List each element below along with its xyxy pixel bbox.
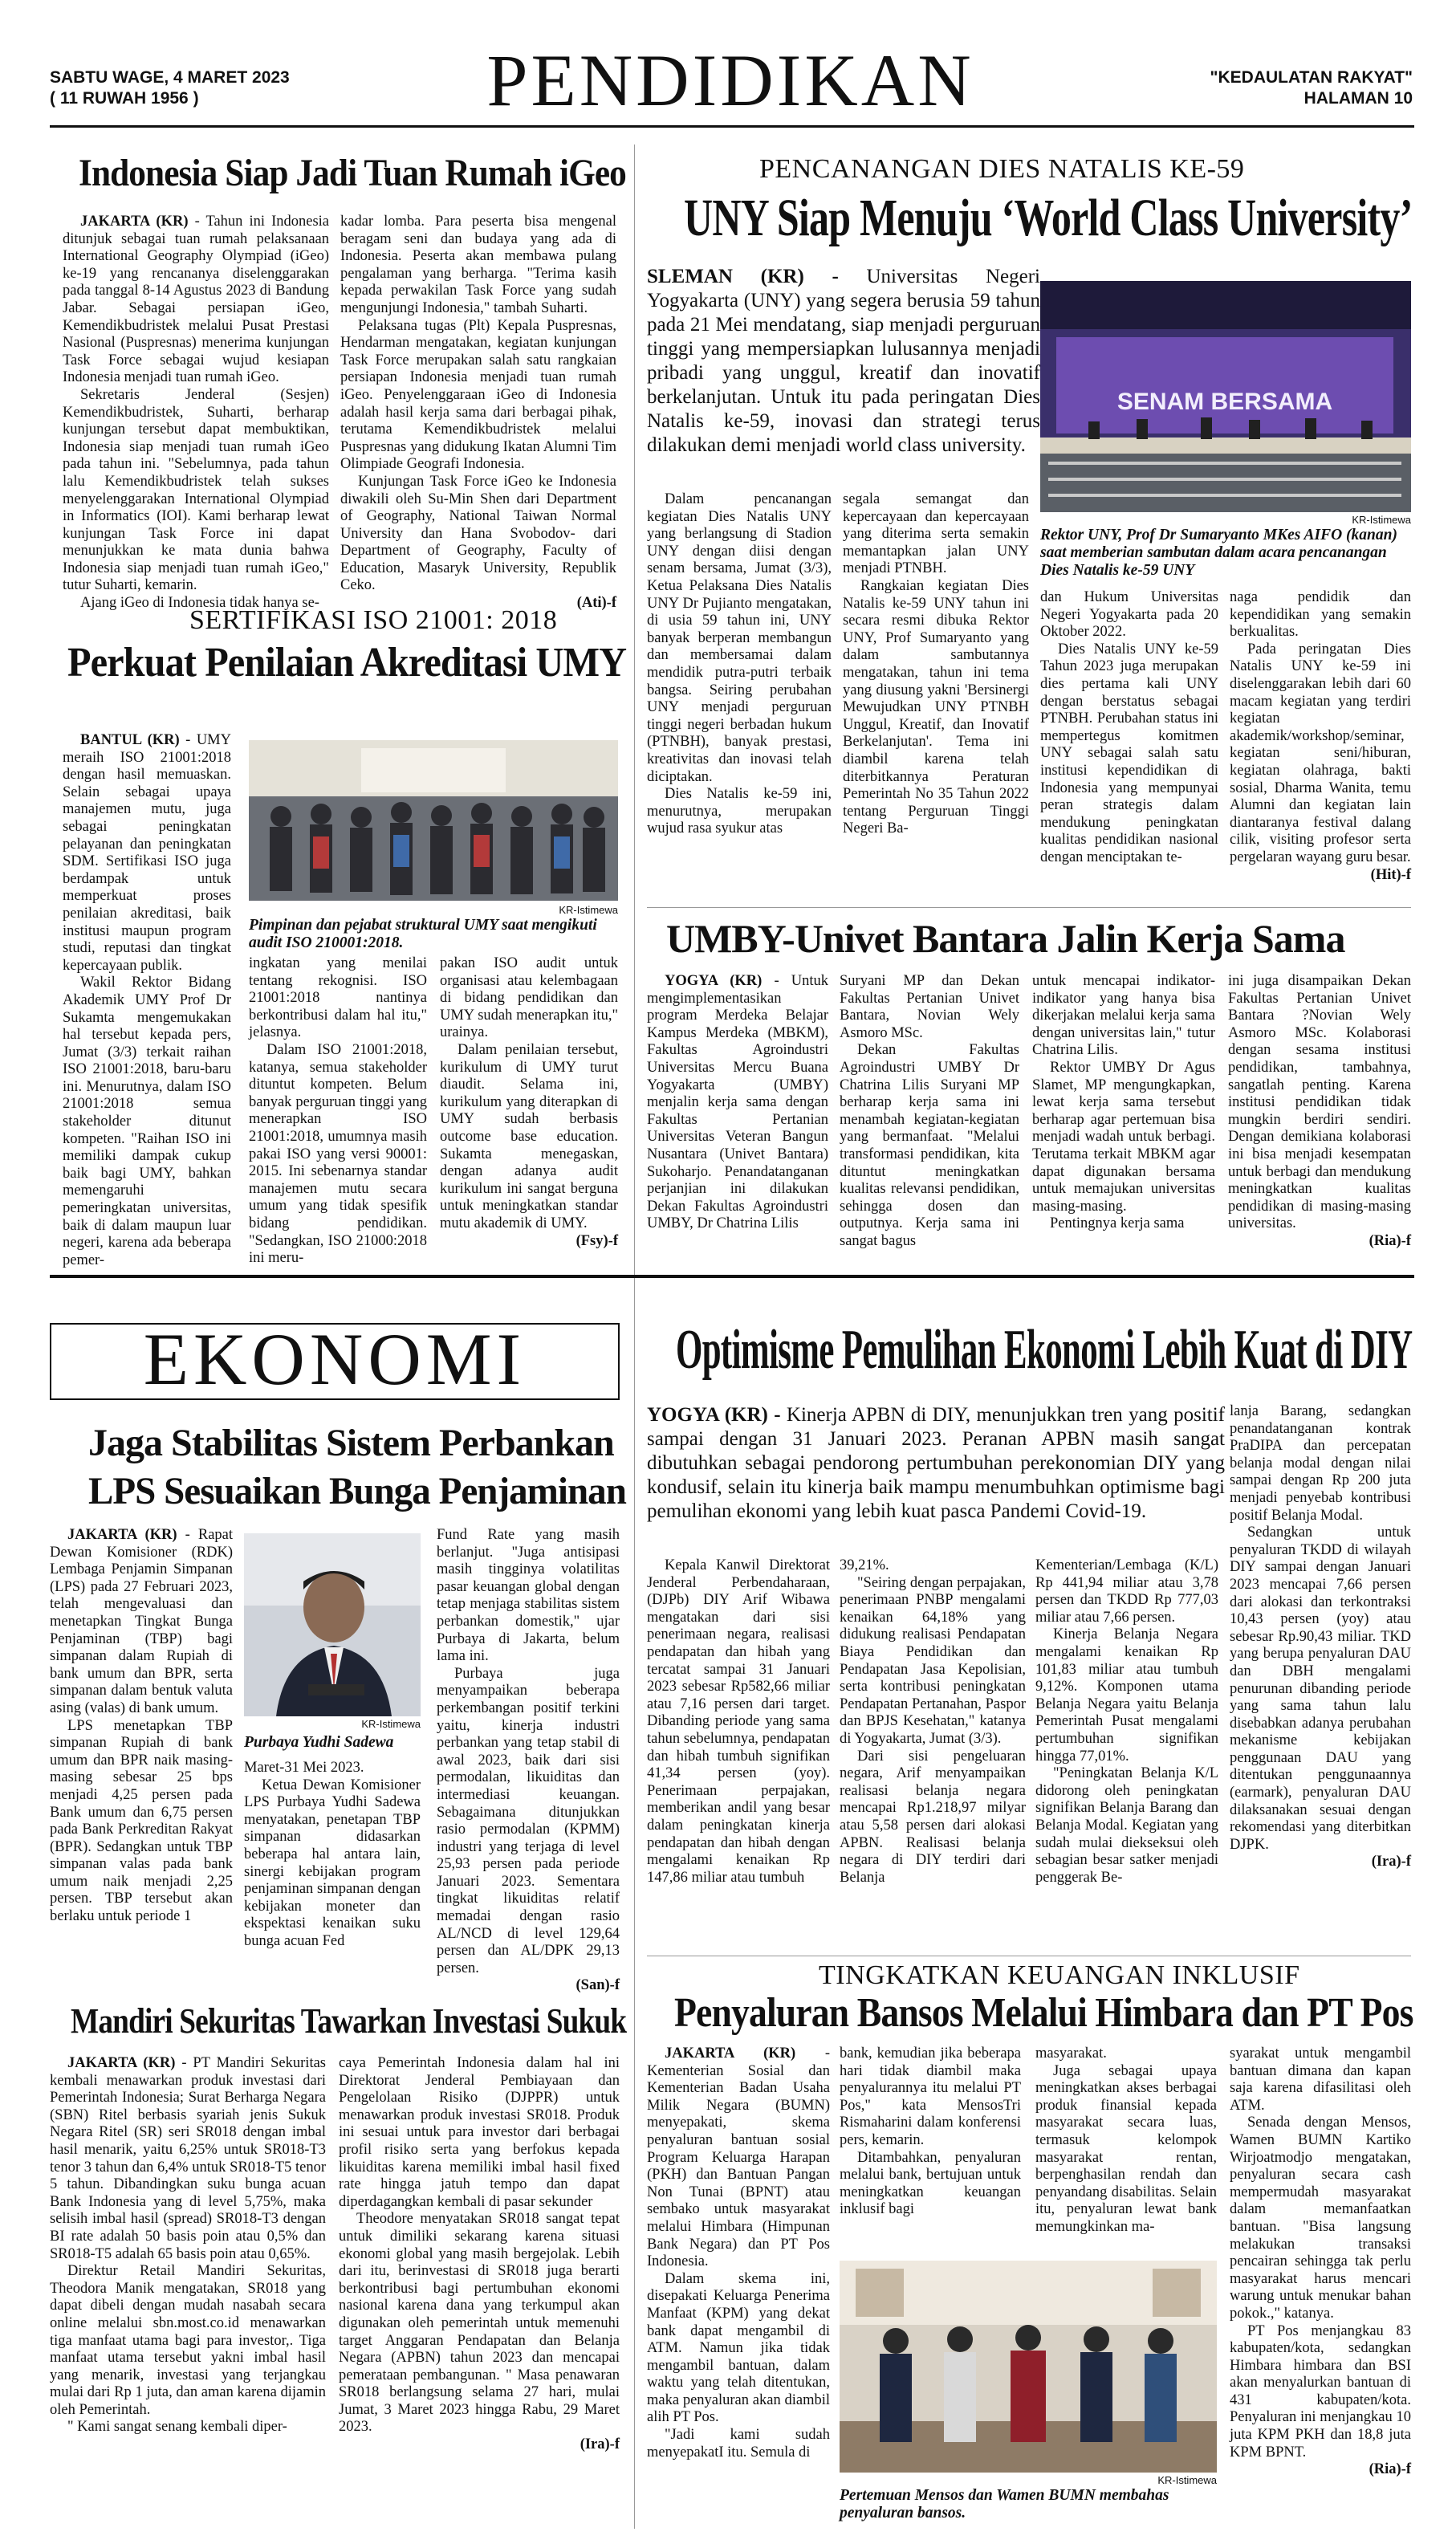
column-1: JAKARTA (KR) - Rapat Dewan Komisioner (RDK) Lembaga Penjamin Simpanan (LPS) pada 27 Februari 2023, telah mengevaluasi dan menetapkan Tingkat Bunga Penjaminan (TBP) bagi simpanan dalam Rupiah di bank umum dan BPR, serta simpanan dalam bentuk valuta asing (valas) di bank umum. LPS menetapkan TBP simpanan Rupiah di bank umum dan BPR naik masing-masing sebesar 25 bps menjadi 4,25 persen pada Bank umum dan 6,75 persen pada Bank Perkreditan Rakyat (BPR). Sedangkan untuk TBP simpanan valas pada bank umum naik menjadi 2,25 persen. TBP tersebut akan berlaku untuk periode 1 bbox=[50, 1527, 233, 1925]
dateline: YOGYA (KR) bbox=[665, 973, 763, 989]
dateline: BANTUL (KR) bbox=[80, 732, 180, 748]
section-rule bbox=[647, 907, 1411, 908]
column-4 bbox=[1230, 2045, 1411, 2530]
paragraph: Rangkaian kegiatan Dies Natalis ke-59 UNY tahun ini secara resmi dibuka Rektor UNY, Prof Sumaryanto yang dalam sambutannya mengatakan, tahun ini tema yang diusung yakni 'Bersinergi Mewujudkan UNY PTNBH Unggul, Kreatif, dan Inovatif Berkelanjutan'. Tema ini diambil karena telah diterbitkannya Peraturan Pemerintah No 35 Tahun 2022 tentang Perguruan Tinggi Negeri Ba- bbox=[843, 577, 1029, 837]
column-2 bbox=[840, 973, 1019, 1366]
signoff: (Ati)-f bbox=[576, 595, 616, 612]
paragraph: Sedangkan untuk penyaluran TKDD di wilayah DIY sampai dengan Januari 2023 mencapai 7,66 persen dari alokasi dan terkontraksi 10,43 persen (yoy) atau sebesar Rp.90,43 miliar. TKD yang berupa penyaluran DAU dan DBH mengalami penurunan dibanding periode yang sama tahun lalu disebabkan adanya perubahan mekanisme kebijakan penggunaan DAU yang ditentukan penggunaannya (earmark), penyaluran DAU dilaksanakan sesuai dengan rekomendasi yang diterbitkan DJPK. bbox=[1230, 1524, 1411, 1853]
paragraph: Dalam pencanangan kegiatan Dies Natalis UNY yang berlangsung di Stadion UNY dengan diisi dengan senam bersama, Jumat (3/3), Ketua Pelaksana Dies Natalis UNY Dr Pujianto mengatakan, di usia 59 tahun ini, UNY banyak berperan membangun dan membersamai dalam mendidik putra-putri terbaik bangsa. Seiring perubahan UNY menjadi perguruan tinggi negeri berbadan hukum (PTNBH), banyak prestasi, kreativitas dan inovasi telah diciptakan. bbox=[647, 491, 832, 785]
dateline: SLEMAN (KR) - bbox=[647, 266, 839, 287]
paragraph: Juga sebagai upaya meningkatkan akses berbagai produk finansial kepada masyarakat secara luas, termasuk kelompok masyarakat rentan, berpenghasilan rendah dan penyandang disabilitas. Selain itu, penyaluran lewat bank memungkinkan ma- bbox=[1035, 2062, 1217, 2235]
column-1: JAKARTA (KR) - Kementerian Sosial dan Kementerian Badan Usaha Milik Negara (BUMN) menyepakati, skema penyaluran bantuan sosial Program Keluarga Harapan (PKH) dan Bantuan Pangan Non Tunai (BPNT) atau sembako untuk masyarakat melalui Himbara (Himpunan Bank Negara) dan PT Pos Indonesia. Dalam skema ini, disepakati Keluarga Penerima Manfaat (KPM) yang dekat bank dapat mengambil di ATM. Namun jika tidak mengambil bantuan, dalam waktu yang telah ditentukan, maka penyaluran akan diambil alih PT Pos. "Jadi kami sudah menyepakatI itu. Semula di bbox=[647, 2045, 830, 2460]
photo-credit: KR-Istimewa bbox=[559, 904, 618, 916]
paragraph: Dalam ISO 21001:2018, katanya, semua stakeholder dituntut kompeten. Belum banyak perguruan tinggi yang menerapkan ISO 21001:2018, umumnya masih pakai ISO yang versi 90001: 2015. Ini sebenarnya standar manajemen mutu secara umum yang tidak spesifik bidang pendidikan. "Sedangkan, ISO 21000:2018 ini meru- bbox=[249, 1041, 427, 1267]
signoff: (San)-f bbox=[575, 1977, 620, 1994]
paragraph: Ketua Dewan Komisioner LPS Purbaya Yudhi Sadewa menyatakan, penetapan TBP simpanan didasarkan beberapa hal antara lain, sinergi kebijakan program penjaminan simpanan dengan kebijakan moneter dan ekspektasi kenaikan suku bunga acuan Fed bbox=[244, 1777, 421, 1949]
date-line: SABTU WAGE, 4 MARET 2023 bbox=[50, 68, 290, 87]
column-1: JAKARTA (KR) - Tahun ini Indonesia ditunjuk sebagai tuan rumah pelaksanaan International Geography Olympiad (iGeo) ke-19 yang rencananya diselenggarakan pada tanggal 8-14 Agustus 2023 di Bandung Jabar. Sebagai persiapan iGeo, Kemendikbudristek melalui Pusat Prestasi Nasional (Puspresnas) menerima kunjungan Task Force sebagai wujud kesiapan Indonesia menjadi tuan rumah iGeo. Sekretaris Jenderal (Sesjen) Kemendikbudristek, Suharti, berharap kunjungan tersebut dapat membuktikan, Indonesia siap menjadi tuan rumah iGeo pada tahun ini. "Sebelumnya, pada tahun lalu Kemendikbudristek telah sukses menyelenggarakan International Olympiad in Informatics (IOI). Kami berharap lewat kunjungan Task Force ini dapat menunjukkan ke mata dunia bahwa Indonesia siap menjadi tuan rumah iGeo," tutur Suharti, kemarin. Ajang iGeo di Indonesia tidak hanya se- bbox=[63, 214, 330, 612]
headline: UNY Siap Menuju ‘World Class University’ bbox=[684, 189, 1413, 247]
headline-line-1: Jaga Stabilitas Sistem Perbankan bbox=[88, 1422, 614, 1464]
paragraph: Dies Natalis ke-59 ini, menurutnya, merupakan wujud rasa syukur atas bbox=[647, 786, 832, 837]
section-title: PENDIDIKAN bbox=[486, 39, 974, 121]
column-2 bbox=[340, 214, 616, 626]
paragraph: Pentingnya kerja sama bbox=[1050, 1215, 1185, 1232]
hijri-date-line: ( 11 RUWAH 1956 ) bbox=[50, 89, 199, 108]
kicker: PENCANANGAN DIES NATALIS KE-59 bbox=[759, 154, 1245, 184]
photo-caption: Purbaya Yudhi Sadewa bbox=[244, 1734, 394, 1751]
column-1 bbox=[647, 491, 832, 893]
paragraph: PT Pos menjangkau 83 kabupaten/kota, sedangkan Himbara himbara dan BSI akan menyalurkan bantuan di 431 kabupaten/kota. Penyaluran ini menjangkau 10 juta KPM PKH dan 18,8 juta KPM BPNT. bbox=[1230, 2322, 1411, 2460]
portrait-illustration bbox=[244, 1533, 421, 1716]
paragraph: Ditambahkan, penyaluran melalui bank, bertujuan untuk meningkatkan keuangan inklusif bagi bbox=[840, 2149, 1021, 2218]
paragraph: Dari sisi pengeluaran negara, Arif menyampaikan realisasi belanja negara mencapai Rp1.218,97 milyar atau 5,58 persen dari alokasi APBN. Realisasi belanja negara di DIY terdiri dari Belanja bbox=[840, 1748, 1026, 1886]
paragraph: " Kami sangat senang kembali diper- bbox=[67, 2419, 287, 2436]
paragraph: Sekretaris Jenderal (Sesjen) Kemendikbudristek, Suharti, berharap kunjungan tersebut dapat membuktikan, Indonesia siap menjadi tuan rumah iGeo pada tahun ini. "Sebelumnya, pada tahun lalu Kemendikbudristek telah sukses menyelenggarakan International Olympiad in Informatics (IOI). Kami berharap lewat kunjungan Task Force ini dapat menunjukkan ke mata dunia bahwa Indonesia siap menjadi tuan rumah iGeo," tutur Suharti, kemarin. bbox=[63, 386, 329, 594]
stage-photo-illustration bbox=[1040, 281, 1411, 512]
kicker: TINGKATKAN KEUANGAN INKLUSIF bbox=[819, 1960, 1300, 1990]
paragraph: Maret-31 Mei 2023. bbox=[244, 1760, 364, 1776]
page-number: HALAMAN 10 bbox=[1303, 89, 1413, 108]
paragraph: naga pendidik dan kependidikan yang semakin berkualitas. bbox=[1230, 589, 1411, 641]
paragraph: Direktur Retail Mandiri Sekuritas, Theodora Manik mengatakan, SR018 yang dapat dibeli dengan mudah nasabah secara online melalui sbn.most.co.id menawarkan tiga manfaat utama bagi para investor,. Tiga manfaat utama tersebut yakni imbal hasil yang menarik, investasi yang terjangkau mulai dari Rp 1 juta, dan aman karena dijamin oleh Pemerintah. bbox=[50, 2263, 326, 2418]
paragraph: LPS menetapkan TBP simpanan Rupiah di bank umum dan BPR naik masing-masing sebesar 25 bps menjadi 4,25 persen pada Bank umum dan 6,75 persen pada Bank Perkreditan Rakyat (BPR). Sedangkan untuk TBP simpanan valas pada bank umum naik menjadi 2,25 persen. TBP tersebut akan berlaku untuk periode 1 bbox=[50, 1717, 233, 1925]
signoff: (Fsy)-f bbox=[575, 1232, 618, 1249]
lead-paragraph: YOGYA (KR) - Kinerja APBN di DIY, menunjukkan tren yang positif sampai dengan 31 Januari 2023. Peranan APBN masih sangat dibutuhkan sebagai pendorong pertumbuhan perekonomian DIY yang kondusif, selain itu kinerja baik mampu menumbuhkan optimisme bagi pemulihan ekonomi yang lebih kuat pasca Pandemi Covid-19. bbox=[647, 1404, 1225, 1522]
column-4 bbox=[1230, 589, 1411, 894]
mensos-meeting-photo bbox=[840, 2261, 1217, 2473]
column-3 bbox=[1035, 2045, 1217, 2254]
paragraph: ingkatan yang menilai tentang rekognisi. ISO 21001:2018 nantinya berkontribusi dalam hal itu," jelasnya. bbox=[249, 955, 427, 1041]
paragraph: pakan ISO audit untuk organisasi atau kelembagaan di bidang pendidikan dan UMY sudah menerapkan itu," urainya. bbox=[440, 955, 618, 1041]
headline: Indonesia Siap Jadi Tuan Rumah iGeo bbox=[79, 152, 626, 194]
paragraph: Dalam penilaian tersebut, kurikulum di UMY turut diaudit. Selama ini, kurikulum yang diterapkan di UMY sudah berbasis outcome base education. Sukamta menegaskan, dengan adanya audit kurikulum ini sangat berguna untuk meningkatkan standar mutu akademik di UMY. bbox=[440, 1041, 618, 1231]
section-divider bbox=[50, 1275, 1414, 1278]
paragraph: Kementerian/Lembaga (K/L) Rp 441,94 miliar atau 3,78 persen dan TKDD Rp 777,03 miliar atau 7,66 persen. bbox=[1035, 1557, 1218, 1626]
newspaper-name: "KEDAULATAN RAKYAT" bbox=[1210, 68, 1413, 87]
paragraph: Pelaksana tugas (Plt) Kepala Puspresnas, Hendarman mengatakan, kegiatan kunjungan Task Force merupakan salah satu rangkaian persiapan Indonesia menjadi tuan rumah iGeo. Penyelenggaraan iGeo di Indonesia adalah hasil kerja sama dari berbagai pihak, terutama Kemendikbudristek melalui Puspresnas yang didukung Ikatan Alumni Tim Olimpiade Geografi Indonesia. bbox=[340, 317, 616, 473]
dateline: JAKARTA (KR) bbox=[67, 2055, 176, 2071]
column-2 bbox=[244, 1760, 421, 1975]
group-photo-illustration bbox=[249, 740, 618, 901]
photo-caption: Pimpinan dan pejabat struktural UMY saat mengikuti audit ISO 210001:2018. bbox=[249, 917, 597, 951]
paragraph: untuk mencapai indikator-indikator yang hanya bisa dikerjakan melalui kerja sama dengan universitas lain," tutur Chatrina Lilis. bbox=[1032, 973, 1215, 1059]
lead-paragraph: SLEMAN (KR) - Universitas Negeri Yogyakarta (UNY) yang segera berusia 59 tahun pada 21 Mei mendatang, siap menjadi perguruan tinggi yang mempersiapkan lulusannya menjadi pribadi yang unggul, kreatif dan inovatif berkelanjutan. Untuk itu pada peringatan Dies Natalis ke-59, inovasi dan strategi terus dilakukan demi menjadi world class university. bbox=[647, 266, 1041, 456]
signoff: (Ira)-f bbox=[580, 2436, 620, 2453]
paragraph: Suryani MP dan Dekan Fakultas Pertanian Univet Bantara, Novian Wely Asmoro MSc. bbox=[840, 973, 1019, 1041]
dateline: YOGYA (KR) - bbox=[647, 1404, 781, 1426]
signoff: (Hit)-f bbox=[1370, 866, 1411, 883]
column-separator-bottom bbox=[634, 1317, 635, 2529]
column-4 bbox=[1228, 973, 1411, 1366]
column-4 bbox=[1230, 1403, 1411, 1949]
paragraph: Dalam skema ini, disepakati Keluarga Penerima Manfaat (KPM) yang dekat bank dapat mengambil di ATM. Namun jika tidak mengambil bantuan, dalam waktu yang telah ditentukan, maka penyaluran akan diambil alih PT Pos. bbox=[647, 2270, 830, 2426]
paragraph: dan Hukum Universitas Negeri Yogyakarta pada 20 Oktober 2022. bbox=[1040, 589, 1218, 641]
paragraph: syarakat untuk mengambil bantuan dimana dan kapan saja karena difasilitasi oleh ATM. bbox=[1230, 2045, 1411, 2114]
paragraph: Purbaya juga menyampaikan beberapa perkembangan positif terkini yaitu, kinerja industri perbankan yang tetap stabil di awal 2023, baik dari sisi permodalan, likuiditas dan intermediasi keuangan. Sebagaimana ditunjukkan rasio permodalan (KPMM) industri yang terjaga di level 25,93 persen pada periode Januari 2023. Sementara tingkat likuiditas relatif memadai dengan rasio AL/NCD di level 129,64 persen dan AL/DPK 29,13 persen. bbox=[437, 1665, 620, 1976]
paragraph: Dies Natalis UNY ke-59 Tahun 2023 juga merupakan dies pertama kali UNY dengan berstatus sebagai PTNBH. Perubahan status ini mempertegus komitmen UNY sebagai salah satu institusi kependidikan di Indonesia yang mempunyai peran strategis dalam mendukung peningkatan kualitas pendidikan nasional dengan menciptakan te- bbox=[1040, 641, 1218, 865]
paragraph: Rektor UMBY Dr Agus Slamet, MP mengungkapkan, lewat kerja sama tersebut berharap agar pertemuan bisa menjadi wadah untuk berbagi. Terutama terkait MBKM agar dapat digunakan bersama untuk memajukan universitas masing-masing. bbox=[1032, 1059, 1215, 1215]
paragraph: "Jadi kami sudah menyepakatI itu. Semula di bbox=[647, 2427, 830, 2460]
photo-caption: Rektor UNY, Prof Dr Sumaryanto MKes AIFO (kanan) saat memberian sambutan dalam acara pencanangan Dies Natalis ke-59 UNY bbox=[1040, 527, 1397, 579]
paragraph: Theodore menyatakan SR018 sangat tepat untuk dimiliki sekarang karena situasi ekonomi global yang masih bergejolak. Lebih dari itu, berinvestasi di SR018 juga berarti berkontribusi bagi pertumbuhan ekonomi nasional karena dana yang terkumpul akan digunakan oleh pemerintah untuk memenuhi target Anggaran Pendapatan dan Belanja Negara (APBN) tahun 2023 dan mencapai pemerataan pembangunan. " Masa penawaran SR018 berlangsung selama 27 hari, mulai Jumat, 3 Maret 2023 hingga Rabu, 29 Maret 2023. bbox=[339, 2211, 620, 2436]
dateline: JAKARTA (KR) bbox=[67, 1527, 177, 1543]
meeting-photo-illustration bbox=[840, 2261, 1217, 2473]
paragraph: kadar lomba. Para peserta bisa mengenal beragam seni dan budaya yang ada di Indonesia. Peserta akan membawa pulang pengalaman yang berharga. "Terima kasih kepada perwakilan Task Force yang sudah mengunjungi Indonesia," tambah Suharti. bbox=[340, 214, 616, 316]
column-3 bbox=[1035, 1557, 1218, 1948]
ekonomi-section-label: EKONOMI bbox=[50, 1323, 620, 1400]
headline: Optimisme Pemulihan Ekonomi Lebih Kuat di DIY bbox=[676, 1319, 1413, 1381]
paragraph: ini juga disampaikan Dekan Fakultas Pertanian Univet Bantara ?Novian Wely Asmoro MSc. Kolaborasi dengan sesama institusi pendidikan, tambahnya, sangatlah penting. Karena institusi pendidikan tidak mungkin berdiri sendiri. Dengan demikiana kolaborasi ini bisa menjadi kesempatan untuk berbagi dan mendukung meningkatkan kualitas pendidikan di masing-masing universitas. bbox=[1228, 973, 1411, 1232]
paragraph: Kunjungan Task Force iGeo ke Indonesia diwakili oleh Su-Min Shen dari Department of Geography, National Taiwan Normal University dan Hana Svobodov- dari Department of Geography, Faculty of Education, Masaryk University, Republik Ceko. bbox=[340, 473, 616, 594]
paragraph: "Peningkatan Belanja K/L didorong oleh peningkatan signifikan Belanja Barang dan Belanja Modal. Kegiatan yang sudah mulai diekseksui oleh sebagian besar satker menjadi penggerak Be- bbox=[1035, 1765, 1218, 1886]
dateline: JAKARTA (KR) bbox=[80, 214, 189, 230]
paragraph: "Seiring dengan perpajakan, penerimaan PNBP mengalami kenaikan 64,18% yang didukung realisasi Pendapatan Biaya Pendidikan dan Pendapatan Jasa Kepolisian, serta kontribusi peningkatan Pendapatan Pertanahan, Paspor dan BPJS Kesehatan," katanya di Yogyakarta, Jumat (3/3). bbox=[840, 1574, 1026, 1747]
banner-text: SENAM BERSAMA bbox=[1116, 389, 1333, 415]
photo-caption: Pertemuan Mensos dan Wamen BUMN membahas penyaluran bansos. bbox=[840, 2487, 1169, 2522]
paragraph: Fund Rate yang masih berlanjut. "Juga antisipasi masih tingginya volatilitas pasar keuangan global dengan tetap menjaga stabilitas sistem perbankan domestik," ujar Purbaya di Jakarta, belum lama ini. bbox=[437, 1527, 620, 1665]
signoff: (Ria)-f bbox=[1369, 2461, 1411, 2478]
paragraph: bank, kemudian jika beberapa hari tidak diambil maka penyalurannya itu melalui PT Pos," kata MensosTri Rismaharini dalam konferensi pers, kemarin. bbox=[840, 2045, 1021, 2148]
paragraph: Ajang iGeo di Indonesia tidak hanya se- bbox=[80, 595, 319, 612]
signoff: (Ria)-f bbox=[1369, 1232, 1411, 1249]
signoff: (Ira)-f bbox=[1371, 1854, 1411, 1870]
photo-credit: KR-Istimewa bbox=[1157, 2474, 1217, 2486]
column-1: BANTUL (KR) - UMY meraih ISO 21001:2018 dengan hasil memuaskan. Selain sebagai upaya manajemen mutu, juga sebagai peningkatan pelayanan dan peningkatan SDM. Sertifikasi ISO juga berdampak untuk memperkuat proses penilaian akreditasi, baik institusi maupun program studi, reputasi dan tingkat kepercayaan publik. Wakil Rektor Bidang Akademik UMY Prof Dr Sukamta mengemukakan hal tersebut kepada pers, Jumat (3/3) terkait raihan ISO 21001:2018, baru-baru ini. Menurutnya, dalam ISO 21001:2018 semua stakeholder ditunut kompeten. "Raihan ISO ini memiliki dampak cukup baik bagi UMY, bahkan memengaruhi pemeringkatan universitas, baik di dalam maupun luar negeri, karena ada beberapa pemer- bbox=[63, 732, 231, 1268]
column-1: JAKARTA (KR) - PT Mandiri Sekuritas kembali menawarkan produk investasi dari Pemerintah Indonesia; Surat Berharga Negara (SBN) Ritel berbasis syariah jenis Sukuk Negara Ritel (SR) seri SR018 dengan imbal hasil menarik, yaitu 6,25% untuk SR018-T3 tenor 3 tahun dan 6,4% untuk SR018-T5 tenor 5 tahun. Dibandingkan suku bunga acuan Bank Indonesia yang di level 5,75%, maka selisih imbal hasil (spread) SR018-T3 dengan BI rate adalah 50 basis poin atau 0,5% dan SR018-T5 adalah 65 basis poin atau 0,65%. Direktur Retail Mandiri Sekuritas, Theodora Manik mengatakan, SR018 yang dapat dibeli dengan mudah nasabah secara online melalui sbn.most.co.id menawarkan tiga manfaat utama bagi para investor,. Tiga manfaat utama tersebut yakni imbal hasil yang menarik, investasi yang terjangkau mulai dari Rp 1 juta, dan aman karena dijamin oleh Pemerintah. " Kami sangat senang kembali diper- bbox=[50, 2055, 326, 2436]
paragraph: masyarakat. bbox=[1035, 2045, 1107, 2062]
paragraph: Wakil Rektor Bidang Akademik UMY Prof Dr Sukamta mengemukakan hal tersebut kepada pers, Jumat (3/3) terkait raihan ISO 21001:2018, baru-baru ini. Menurutnya, dalam ISO 21001:2018 semua stakeholder ditunut kompeten. "Raihan ISO ini memiliki dampak cukup baik bagi UMY, bahkan memengaruhi pemeringkatan universitas, baik di dalam maupun luar negeri, karena ada beberapa pemer- bbox=[63, 975, 231, 1268]
column-2 bbox=[840, 2045, 1021, 2254]
headline-line-2: LPS Sesuaikan Bunga Penjaminan bbox=[88, 1470, 626, 1512]
column-3 bbox=[437, 1527, 620, 1994]
column-3 bbox=[1040, 589, 1218, 894]
paragraph: segala semangat dan kepercayaan dan kepercayaan yang diterima serta semakin memantapkan jalan UNY menjadi PTNBH. bbox=[843, 491, 1029, 577]
column-2 bbox=[843, 491, 1029, 893]
paragraph: caya Pemerintah Indonesia dalam hal ini Direktorat Jenderal Pembiayaan dan Pengelolaan Risiko (DJPPR) untuk menawarkan produk investasi SR018. Produk ini sesuai untuk para investor dari berbagai profil risiko serta yang berfokus kepada likuiditas karena memiliki imbal hasil fixed rate hingga jatuh tempo dan dapat diperdagangkan kembali di pasar sekunder bbox=[339, 2055, 620, 2210]
umy-audit-photo bbox=[249, 740, 618, 901]
column-3 bbox=[1032, 973, 1215, 1366]
headline: UMBY-Univet Bantara Jalin Kerja Sama bbox=[666, 916, 1345, 961]
column-2 bbox=[339, 2055, 620, 2530]
paragraph: lanja Barang, sedangkan penandatanganan kontrak PraDIPA dan percepatan belanja modal dengan nilai sampai dengan Rp 200 juta menjadi penyebab kontribusi positif Belanja Modal. bbox=[1230, 1403, 1411, 1524]
masthead-rule bbox=[50, 125, 1414, 128]
paragraph: Pada peringatan Dies Natalis UNY ke-59 ini diselenggarakan lebih dari 60 macam kegiatan yang terdiri kegiatan akademik/workshop/seminar, kegiatan seni/hiburan, kegiatan olahraga, bakti sosial, Dharma Wanita, temu Alumni dan kegiatan lain diantaranya festival dalang cilik, visiting profesor serta pergelaran wayang guru besar. bbox=[1230, 641, 1411, 865]
paragraph: Senada dengan Mensos, Wamen BUMN Kartiko Wirjoatmodjo mengatakan, penyaluran secara cash mempermudah masyarakat dalam memanfaatkan bantuan. "Bisa langsung melakukan transaksi pencairan sehingga tak perlu masyarakat harus mencari warung untuk menukar bahan pokok.," katanya. bbox=[1230, 2115, 1411, 2322]
photo-credit: KR-Istimewa bbox=[1352, 514, 1411, 526]
headline: Mandiri Sekuritas Tawarkan Investasi Sukuk bbox=[71, 2001, 627, 2041]
uny-stage-photo bbox=[1040, 281, 1411, 512]
kicker: SERTIFIKASI ISO 21001: 2018 bbox=[189, 605, 558, 635]
headline: Perkuat Penilaian Akreditasi UMY bbox=[67, 640, 627, 686]
paragraph: Kepala Kanwil Direktorat Jenderal Perbendaharaan, (DJPb) DIY Arif Wibawa mengatakan dari sisi penerimaan negara, realisasi pendapatan dan hibah yang tercatat sampai 31 Januari 2023 sebesar Rp582,66 miliar atau 7,16 persen dari target. Dibanding periode yang sama tahun sebelumnya, pendapatan dan hibah tumbuh signifikan 41,34 persen (yoy). Penerimaan perpajakan, memberikan andil yang besar dalam peningkatan kinerja pendapatan dan hibah dengan mengalami kenaikan Rp 147,86 miliar atau tumbuh bbox=[647, 1557, 830, 1886]
column-2 bbox=[840, 1557, 1026, 1948]
headline: Penyaluran Bansos Melalui Himbara dan PT Pos bbox=[674, 1990, 1413, 2036]
paragraph: 39,21%. bbox=[840, 1557, 889, 1573]
photo-credit: KR-Istimewa bbox=[361, 1718, 421, 1730]
column-1 bbox=[647, 1557, 830, 1948]
paragraph: Dekan Fakultas Agroindustri UMBY Dr Chatrina Lilis Suryani MP berharap kerja sama ini menambah kegiatan-kegiatan yang bermanfaat. "Melalui transformasi pendidikan, kita dituntut meningkatkan kualitas relevansi pendidikan, sehingga dosen dan outputnya. Kerja sama ini sangat bagus bbox=[840, 1042, 1019, 1249]
column-1: YOGYA (KR) - Untuk mengimplementasikan program Merdeka Belajar Kampus Merdeka (MBKM), Fakultas Agroindustri Universitas Mercu Buana Yogyakarta (UMBY) menjalin kerja sama dengan Fakultas Pertanian Universitas Veteran Bangun Nusantara (Univet Bantara) Sukoharjo. Penandatanganan perjanjian ini dilakukan Dekan Fakultas Agroindustri UMBY, Dr Chatrina Lilis bbox=[647, 973, 828, 1232]
dateline: JAKARTA (KR) bbox=[665, 2045, 796, 2062]
paragraph: Kinerja Belanja Negara mengalami kenaikan Rp 101,83 miliar atau tumbuh 9,12%. Komponen utama Belanja Negara yaitu Belanja Pemerintah Pusat mengalami pertumbuhan signifikan hingga 77,01%. bbox=[1035, 1626, 1218, 1764]
purbaya-portrait-photo bbox=[244, 1533, 421, 1716]
